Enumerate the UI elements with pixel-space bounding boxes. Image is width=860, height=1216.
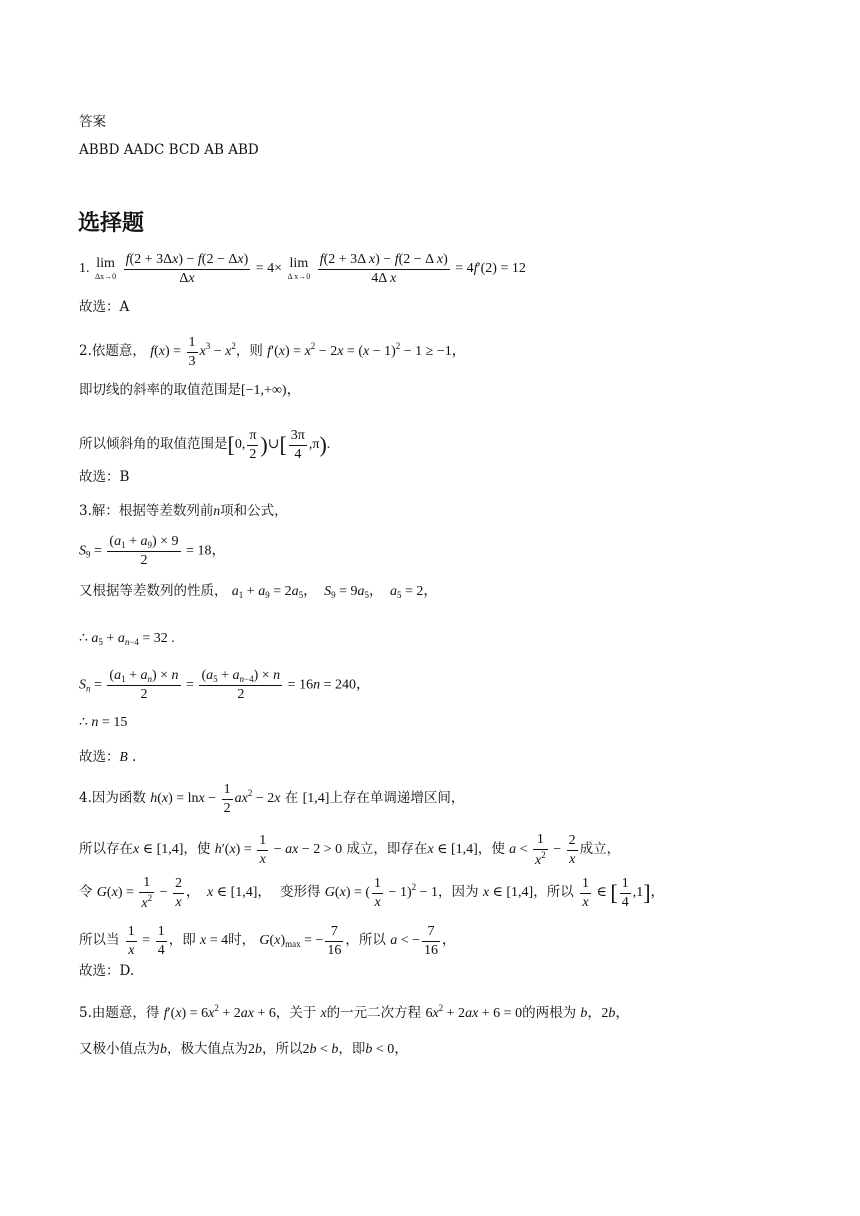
q5-intro: 5.由题意，得 $f'(x) = 6x^2 + 2ax + 6$，关于 x的一元二次方程 $6x^2 + 2ax + 6 = 0$的两根为 b，2b， — [79, 1003, 630, 1021]
q3-sum-terms: ∴ $a_5 + a_{n-4} = 32$ . — [79, 631, 175, 647]
answer-header: 答案 — [79, 114, 106, 130]
q4-substitution: 令 G(x) = $\frac{1}{x^2}$ − $\frac{2}{x}$ ， x ∈ [1,4]， 变形得 G(x) = ( $\frac{1}{x}$ − 1)$^2$ − 1，因为 x ∈ [1,4]，所以 $\frac{1}{x}$ ∈ [ $\frac{1}{4}$ ,1]， — [79, 875, 665, 911]
q4-conclusion: 故选：D. — [79, 963, 135, 979]
q3-s9: $S_9$ = $\frac{(a_1 + a_9) \times 9}{2}$ = 18， — [79, 534, 226, 569]
q2-angle-range: 所以倾斜角的取值范围是[0, $\frac{\pi}{2}$ )∪[ $\frac{3\pi}{4}$ ,π). — [79, 428, 331, 462]
q1-equation: 1. lim Δx→0 $\frac{f(2 + 3\Delta x) - f(2 - \Delta x)}{\Delta x}$ = 4× lim Δ x→0 $\frac{\text{f(2 + 3Δ x) − f(2 − Δ x)}}{\text{4Δ x}}$ = 4f′(2) = 12 — [79, 252, 526, 286]
q3-intro: 3.解：根据等差数列前n项和公式， — [79, 503, 288, 519]
q4-intro: 4.因为函数 h(x) = lnx − $\frac{1}{2}$ $ax^2 - 2x$ 在 [1,4]上存在单调递增区间， — [79, 782, 465, 816]
q3-n-value: ∴ n = 15 — [79, 715, 128, 730]
q2-conclusion: 故选：B — [79, 469, 130, 485]
answer-keys: ABBD AADC BCD AB ABD — [79, 142, 259, 158]
q2-derivative: 2.依题意， f(x) = $\frac{1}{3}$ $x^3 - x^2$，则 $f'(x) = x^2 - 2x = (x - 1)^2 - 1 \ge -1$， — [79, 335, 466, 369]
q3-conclusion: 故选：B . — [79, 749, 137, 765]
q4-condition: 所以存在x ∈ [1,4]，使 h′(x) = $\frac{1}{x}$ − ax − 2 > 0 成立，即存在x ∈ [1,4]，使 a < $\frac{1}{x^2}$ − $\frac{2}{x}$ 成立， — [79, 832, 621, 868]
section-title: 选择题 — [78, 211, 145, 236]
q4-max: 所以当 $\frac{1}{x}$ = $\frac{1}{4}$ ，即 x = 4时， $G(x)_{max}$ = − $\frac{7}{16}$ ，所以 a < − $\frac{7}{16}$ ， — [79, 924, 456, 958]
q2-slope-range: 即切线的斜率的取值范围是[−1,+∞)， — [79, 382, 301, 398]
q5-extrema: 又极小值点为b，极大值点为2b，所以2b < b，即b < 0， — [79, 1041, 409, 1057]
q3-sn: $S_n$ = $\frac{(a_1 + a_n) \times n}{2}$ = $\frac{(a_5 + a_{n-4}) \times n}{2}$ = 16n = 240， — [79, 668, 370, 703]
q1-conclusion: 故选：A — [79, 299, 130, 315]
q3-property: 又根据等差数列的性质， $a_1 + a_9 = 2a_5$， $S_9 = 9a_5$， $a_5 = 2$， — [79, 583, 438, 600]
